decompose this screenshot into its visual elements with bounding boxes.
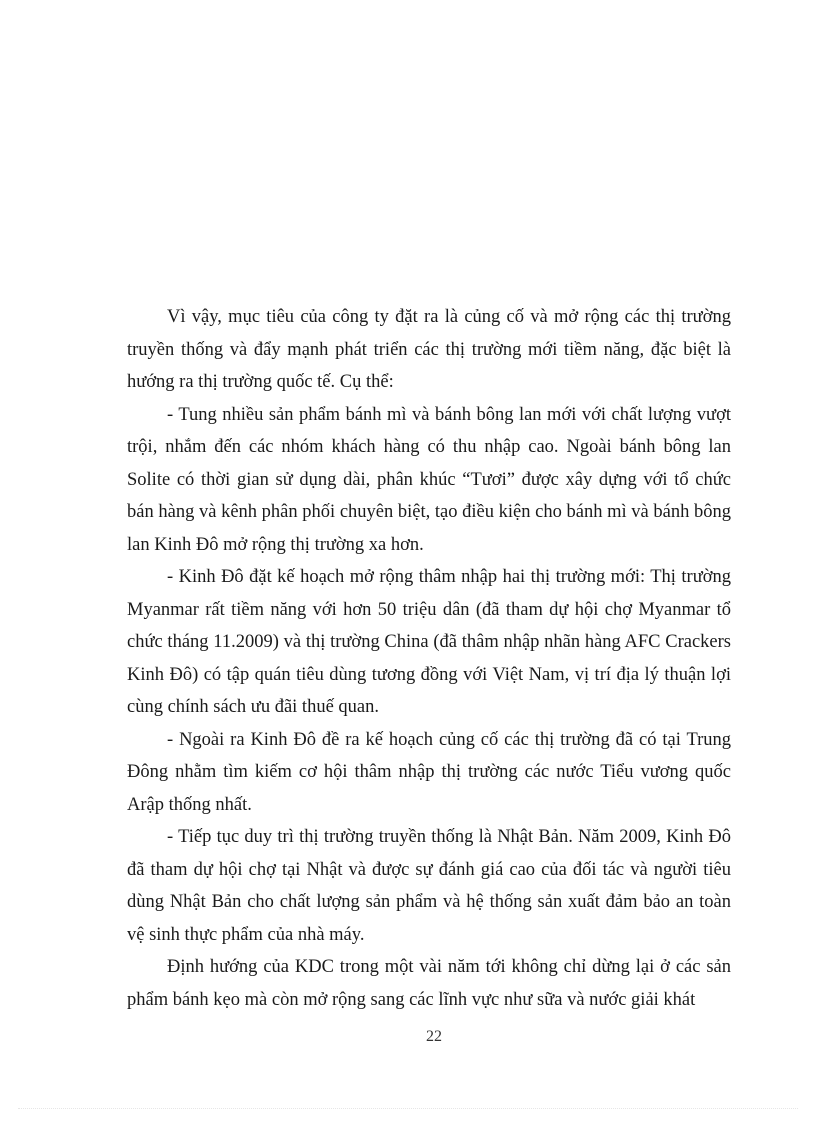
body-text [127, 301, 731, 1016]
paragraph-bullet-middle-east: - Ngoài ra Kinh Đô đề ra kế hoạch củng cố các thị trường đã có tại Trung Đông nhằm tìm kiếm cơ hội thâm nhập thị trường các nước Tiểu vương quốc Arập thống nhất. [127, 729, 731, 815]
paragraph-intro: Vì vậy, mục tiêu của công ty đặt ra là củng cố và mở rộng các thị trường truyền thống và đẩy mạnh phát triển các thị trường mới tiềm năng, đặc biệt là hướng ra thị trường quốc tế. Cụ thể: [127, 307, 731, 392]
paragraph-bullet-japan: - Tiếp tục duy trì thị trường truyền thống là Nhật Bản. Năm 2009, Kinh Đô đã tham dự hội chợ tại Nhật và được sự đánh giá cao của đối tác và người tiêu dùng Nhật Bản cho chất lượng sản phẩm và hệ thống sản xuất đảm bảo an toàn vệ sinh thực phẩm của nhà máy. [127, 827, 731, 945]
paragraph-orientation: Định hướng của KDC trong một vài năm tới không chỉ dừng lại ở các sản phẩm bánh kẹo mà còn mở rộng sang các lĩnh vực như sữa và nước giải khát [127, 957, 731, 1010]
paragraph-bullet-products: - Tung nhiều sản phẩm bánh mì và bánh bông lan mới với chất lượng vượt trội, nhắm đến các nhóm khách hàng có thu nhập cao. Ngoài bánh bông lan Solite có thời gian sử dụng dài, phân khúc “Tươi” được xây dựng với tổ chức bán hàng và kênh phân phối chuyên biệt, tạo điều kiện cho bánh mì và bánh bông lan Kinh Đô mở rộng thị trường xa hơn. [127, 404, 731, 555]
page-number: 22 [426, 1028, 442, 1045]
page-bottom-divider [18, 1108, 798, 1109]
paragraph-bullet-new-markets: - Kinh Đô đặt kế hoạch mở rộng thâm nhập hai thị trường mới: Thị trường Myanmar rất tiềm năng với hơn 50 triệu dân (đã tham dự hội chợ Myanmar tổ chức tháng 11.2009) và thị trường China (đã thâm nhập nhãn hàng AFC Crackers Kinh Đô) có tập quán tiêu dùng tương đồng với Việt Nam, vị trí địa lý thuận lợi cùng chính sách ưu đãi thuế quan. [127, 567, 731, 717]
